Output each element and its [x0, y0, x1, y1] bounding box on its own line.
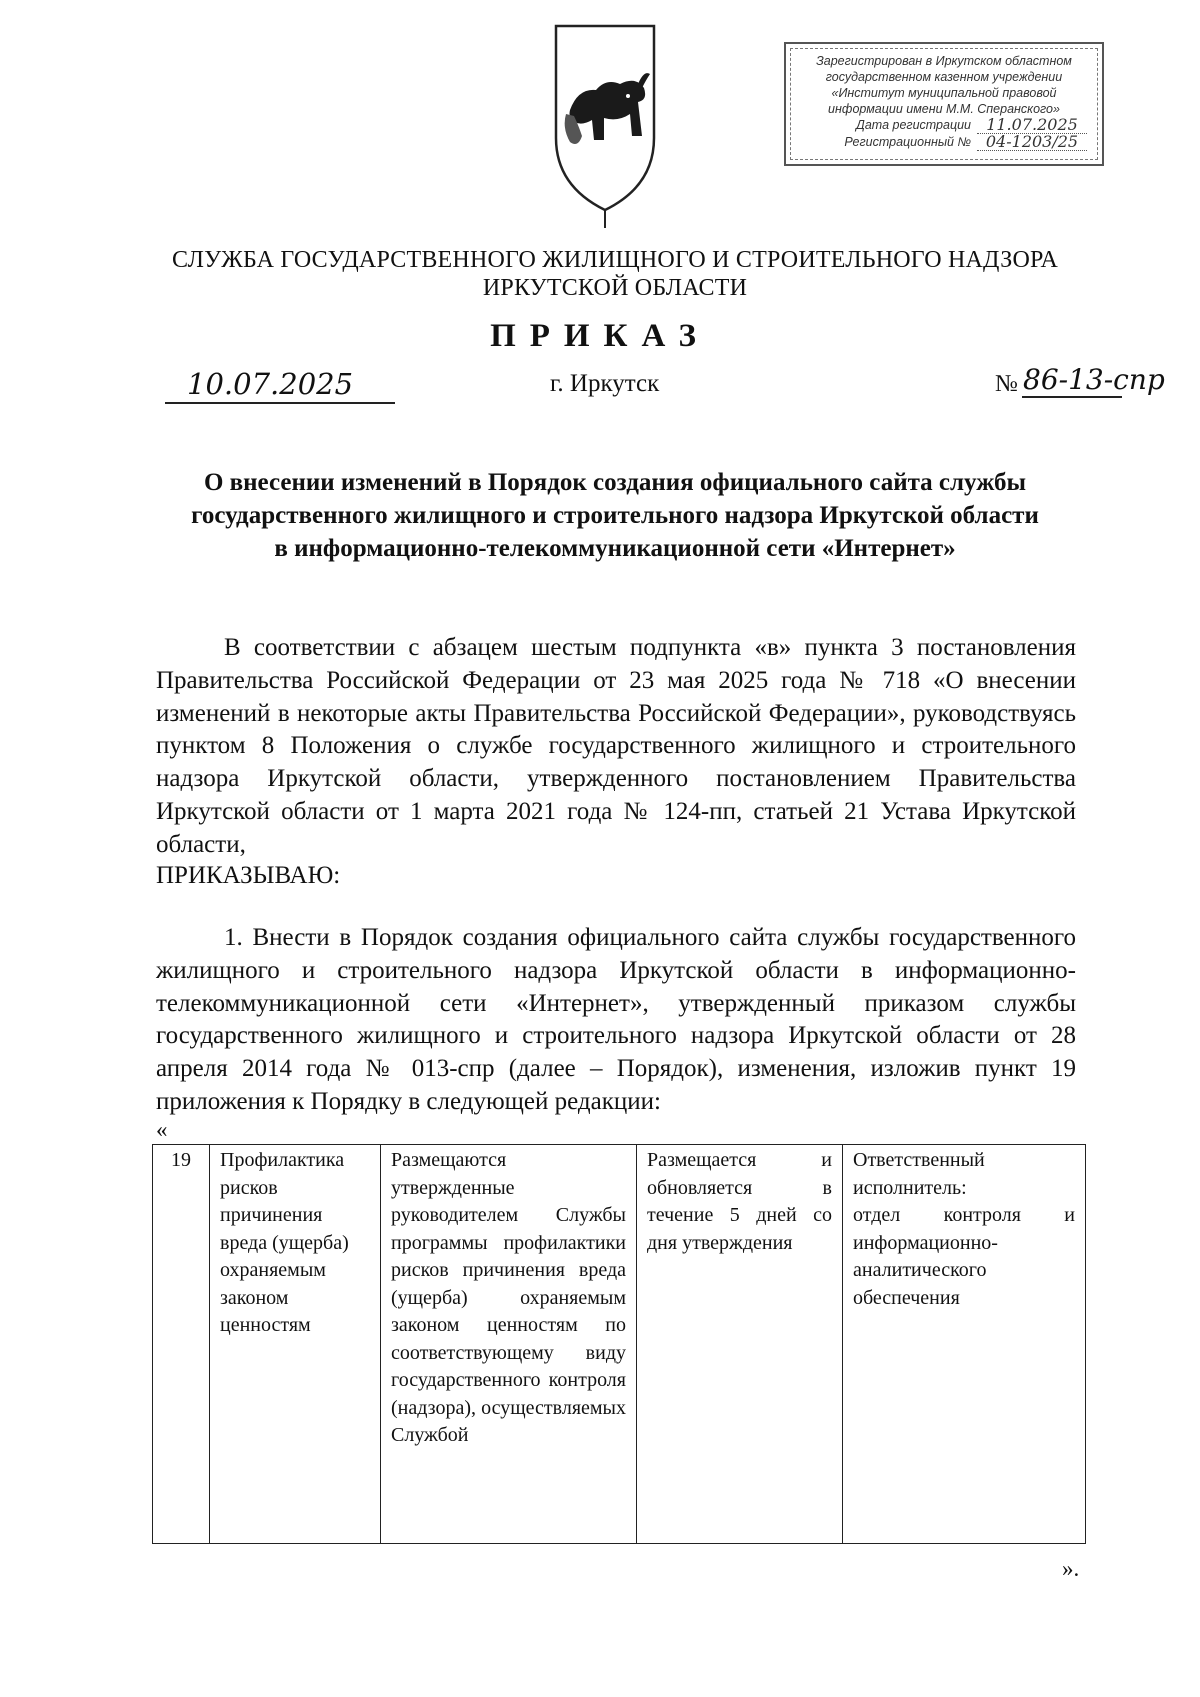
item-1-paragraph: 1. Внести в Порядок создания официального сайта службы государственного жилищного и строительного надзора Иркутской области в информационно-телекоммуникационной сети «Интернет», утвержденный приказом службы государственного жилищного и строительного надзора Иркутской области от 28 апреля 2014 года № 013-спр (далее – Порядок), изменения, изложив пункт 19 приложения к Порядку в следующей редакции: — [156, 924, 1076, 1115]
number-underline — [1022, 396, 1122, 398]
organization-name — [150, 246, 1080, 302]
title-line-3: в информационно-телекоммуникационной сети «Интернет» — [274, 535, 956, 562]
table-cell-responsible — [843, 1145, 1086, 1544]
registration-stamp — [784, 42, 1104, 166]
order-number: 86-13-спр — [1023, 363, 1165, 396]
stamp-date-value: 11.07.2025 — [977, 117, 1087, 134]
table-cell-name: Профилактика рисков причинения вреда (ущерба) охраняемым законом ценностям — [210, 1145, 381, 1544]
table-cell-content: Размещаются утвержденные руководителем Службы программы профилактики рисков причинения вреда (ущерба) охраняемым законом ценностям по соответствующему виду государственного контроля (надзора), осуществляемых Службой — [381, 1145, 637, 1544]
stamp-line: Зарегистрирован в Иркутском областном — [816, 54, 1072, 68]
org-line-2: ИРКУТСКОЙ ОБЛАСТИ — [482, 275, 748, 301]
order-date: 10.07.2025 — [165, 366, 395, 404]
amendment-table — [152, 1144, 1086, 1544]
preamble-paragraph: В соответствии с абзацем шестым подпункта «в» пункта 3 постановления Правительства Российской Федерации от 23 мая 2025 года № 718 «О внесении изменений в некоторые акты Правительства Российской Федерации», руководствуясь пунктом 8 Положения о службе государственного жилищного и строительного надзора Иркутской области, утвержденного постановлением Правительства Иркутской области от 1 марта 2021 года № 124-пп, статьей 21 Устава Иркутской области, — [156, 634, 1076, 858]
stamp-line: «Институт муниципальной правовой — [831, 86, 1057, 100]
city: г. Иркутск — [550, 370, 660, 397]
quote-open: « — [156, 1117, 168, 1142]
stamp-line: информации имени М.М. Сперанского» — [828, 102, 1060, 116]
title-line-1: О внесении изменений в Порядок создания официального сайта службы — [203, 469, 1027, 496]
stamp-reg-label: Регистрационный № — [844, 135, 971, 149]
title-line-2: государственного жилищного и строительного надзора Иркутской области — [191, 502, 1039, 529]
stamp-reg-value: 04-1203/25 — [977, 134, 1087, 151]
table-row — [153, 1145, 1086, 1544]
number-sign: № — [995, 371, 1018, 397]
stamp-line: государственном казенном учреждении — [825, 70, 1063, 84]
responsible-unit: отдел контроля и информационно-аналитического обеспечения — [853, 1204, 1075, 1309]
coat-of-arms-emblem — [548, 18, 662, 228]
quote-close: ». — [1062, 1556, 1080, 1581]
document-title — [150, 466, 1080, 565]
table-cell-number: 19 — [153, 1145, 210, 1544]
responsible-label: Ответственный исполнитель: — [853, 1149, 985, 1199]
stamp-date-label: Дата регистрации — [856, 118, 971, 132]
org-line-1: СЛУЖБА ГОСУДАРСТВЕННОГО ЖИЛИЩНОГО И СТРОИТЕЛЬНОГО НАДЗОРА — [172, 247, 1058, 273]
order-word: ПРИКАЗЫВАЮ: — [156, 862, 341, 889]
document-type: ПРИКАЗ — [490, 318, 710, 354]
table-cell-timing: Размещается и обновляется в течение 5 дней со дня утверждения — [637, 1145, 843, 1544]
